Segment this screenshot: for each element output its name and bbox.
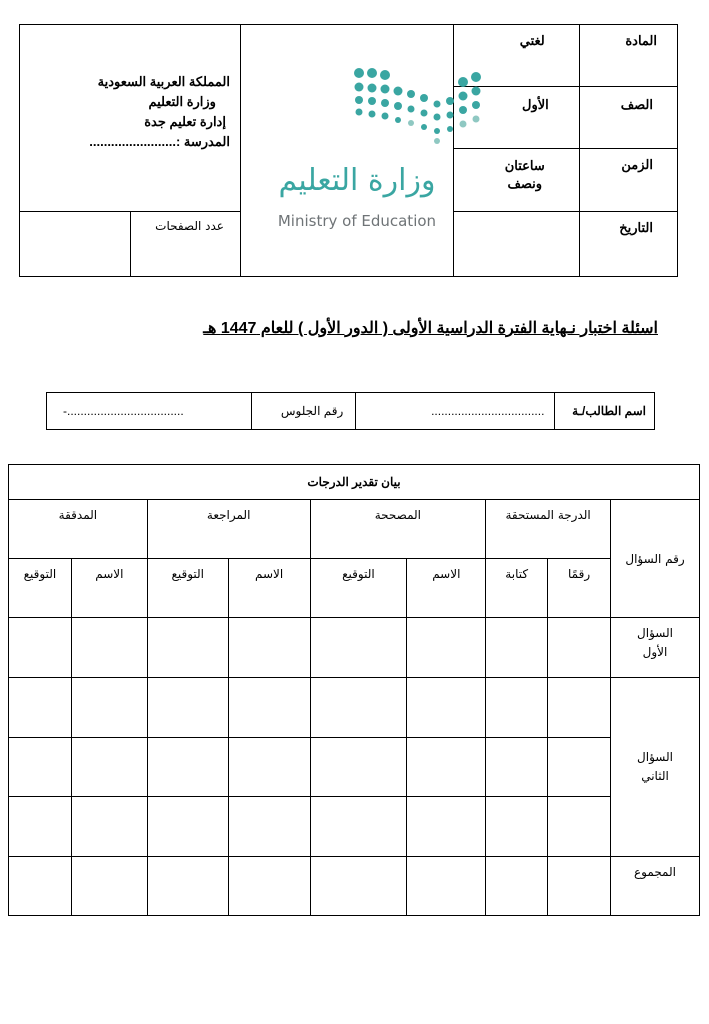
reviewer-signature-header: التوقيع bbox=[147, 559, 228, 618]
grade-cell[interactable] bbox=[71, 738, 147, 797]
grade-cell[interactable] bbox=[228, 678, 310, 738]
grade-cell[interactable] bbox=[9, 738, 72, 797]
due-grade-header: الدرجة المستحقة bbox=[486, 500, 611, 559]
grade-cell[interactable] bbox=[486, 857, 548, 916]
grade-cell[interactable] bbox=[548, 618, 611, 678]
grade-value: الأول bbox=[453, 87, 579, 149]
grade-cell[interactable] bbox=[486, 618, 548, 678]
pages-count-box bbox=[20, 212, 131, 276]
grade-cell[interactable] bbox=[310, 678, 407, 738]
auditor-name-header: الاسم bbox=[71, 559, 147, 618]
grade-cell[interactable] bbox=[407, 857, 486, 916]
grade-cell[interactable] bbox=[407, 618, 486, 678]
org-line-ministry: وزارة التعليم bbox=[148, 94, 216, 109]
student-info-table bbox=[46, 392, 655, 430]
grade-cell[interactable] bbox=[9, 618, 72, 678]
table-row bbox=[9, 618, 700, 678]
grade-cell[interactable] bbox=[147, 797, 228, 857]
corrector-name-header: الاسم bbox=[407, 559, 486, 618]
header-table bbox=[19, 24, 678, 277]
subject-label: المادة bbox=[579, 25, 677, 87]
date-label: التاريخ bbox=[579, 212, 677, 277]
grade-cell[interactable] bbox=[548, 857, 611, 916]
grade-cell[interactable] bbox=[9, 857, 72, 916]
grade-cell[interactable] bbox=[71, 678, 147, 738]
grade-cell[interactable] bbox=[71, 618, 147, 678]
grade-numbers-header: رقمًا bbox=[548, 559, 611, 618]
grade-cell[interactable] bbox=[71, 797, 147, 857]
question-one-label: السؤال الأول bbox=[637, 626, 673, 659]
grade-cell[interactable] bbox=[407, 678, 486, 738]
grade-cell[interactable] bbox=[548, 678, 611, 738]
grade-cell[interactable] bbox=[228, 738, 310, 797]
grade-cell[interactable] bbox=[407, 738, 486, 797]
ministry-logo-cell bbox=[240, 25, 453, 277]
auditor-header: المدققة bbox=[9, 500, 148, 559]
grade-cell[interactable] bbox=[71, 857, 147, 916]
grades-caption: بيان تقدير الدرجات bbox=[9, 465, 700, 500]
grade-cell[interactable] bbox=[228, 797, 310, 857]
org-line-school: المدرسة :........................ bbox=[89, 134, 230, 149]
org-line-directorate: إدارة تعليم جدة bbox=[144, 114, 226, 129]
question-two-cell bbox=[611, 678, 700, 857]
pages-label: عدد الصفحات bbox=[155, 219, 224, 233]
grade-cell[interactable] bbox=[228, 618, 310, 678]
exam-title: اسئلة اختبار نـهاية الفترة الدراسية الأولى ( الدور الأول ) للعام 1447 هـ bbox=[203, 320, 658, 337]
corrector-header: المصححة bbox=[310, 500, 486, 559]
table-row bbox=[9, 797, 700, 857]
seat-number-field[interactable]: -................................... bbox=[47, 393, 252, 430]
grade-cell[interactable] bbox=[147, 738, 228, 797]
grade-cell[interactable] bbox=[147, 618, 228, 678]
org-line-kingdom: المملكة العربية السعودية bbox=[97, 74, 230, 89]
pages-cell bbox=[20, 212, 241, 277]
question-one-cell bbox=[611, 618, 700, 678]
time-value: ساعتان ونصف bbox=[504, 158, 545, 191]
grade-cell[interactable] bbox=[486, 797, 548, 857]
grade-cell[interactable] bbox=[310, 857, 407, 916]
subject-value: لغتي bbox=[453, 25, 579, 87]
logo-arabic-text: وزارة التعليم bbox=[278, 163, 436, 198]
reviewer-header: المراجعة bbox=[147, 500, 310, 559]
grade-cell[interactable] bbox=[147, 678, 228, 738]
table-row bbox=[9, 857, 700, 916]
logo-english-text: Ministry of Education bbox=[277, 212, 437, 230]
grade-cell[interactable] bbox=[548, 797, 611, 857]
grades-table bbox=[8, 464, 700, 916]
grade-words-header: كتابة bbox=[486, 559, 548, 618]
grade-label: الصف bbox=[579, 87, 677, 149]
grade-cell[interactable] bbox=[9, 797, 72, 857]
student-name-label: اسم الطالب/ـة bbox=[555, 393, 655, 430]
grade-cell[interactable] bbox=[310, 618, 407, 678]
grade-cell[interactable] bbox=[486, 678, 548, 738]
time-label: الزمن bbox=[579, 149, 677, 212]
grade-cell[interactable] bbox=[228, 857, 310, 916]
grade-cell[interactable] bbox=[310, 738, 407, 797]
table-row bbox=[9, 678, 700, 738]
organization-cell bbox=[20, 25, 241, 212]
grade-cell[interactable] bbox=[9, 678, 72, 738]
total-label: المجموع bbox=[611, 857, 700, 916]
corrector-signature-header: التوقيع bbox=[310, 559, 407, 618]
seat-number-label: رقم الجلوس bbox=[251, 393, 355, 430]
grade-cell[interactable] bbox=[310, 797, 407, 857]
question-number-header: رقم السؤال bbox=[611, 500, 700, 618]
table-row bbox=[9, 738, 700, 797]
reviewer-name-header: الاسم bbox=[228, 559, 310, 618]
grade-cell[interactable] bbox=[548, 738, 611, 797]
grade-cell[interactable] bbox=[407, 797, 486, 857]
question-two-label: السؤال الثاني bbox=[637, 750, 673, 783]
auditor-signature-header: التوقيع bbox=[9, 559, 72, 618]
grade-cell[interactable] bbox=[147, 857, 228, 916]
grade-cell[interactable] bbox=[486, 738, 548, 797]
student-name-field[interactable]: .................................. bbox=[356, 393, 555, 430]
